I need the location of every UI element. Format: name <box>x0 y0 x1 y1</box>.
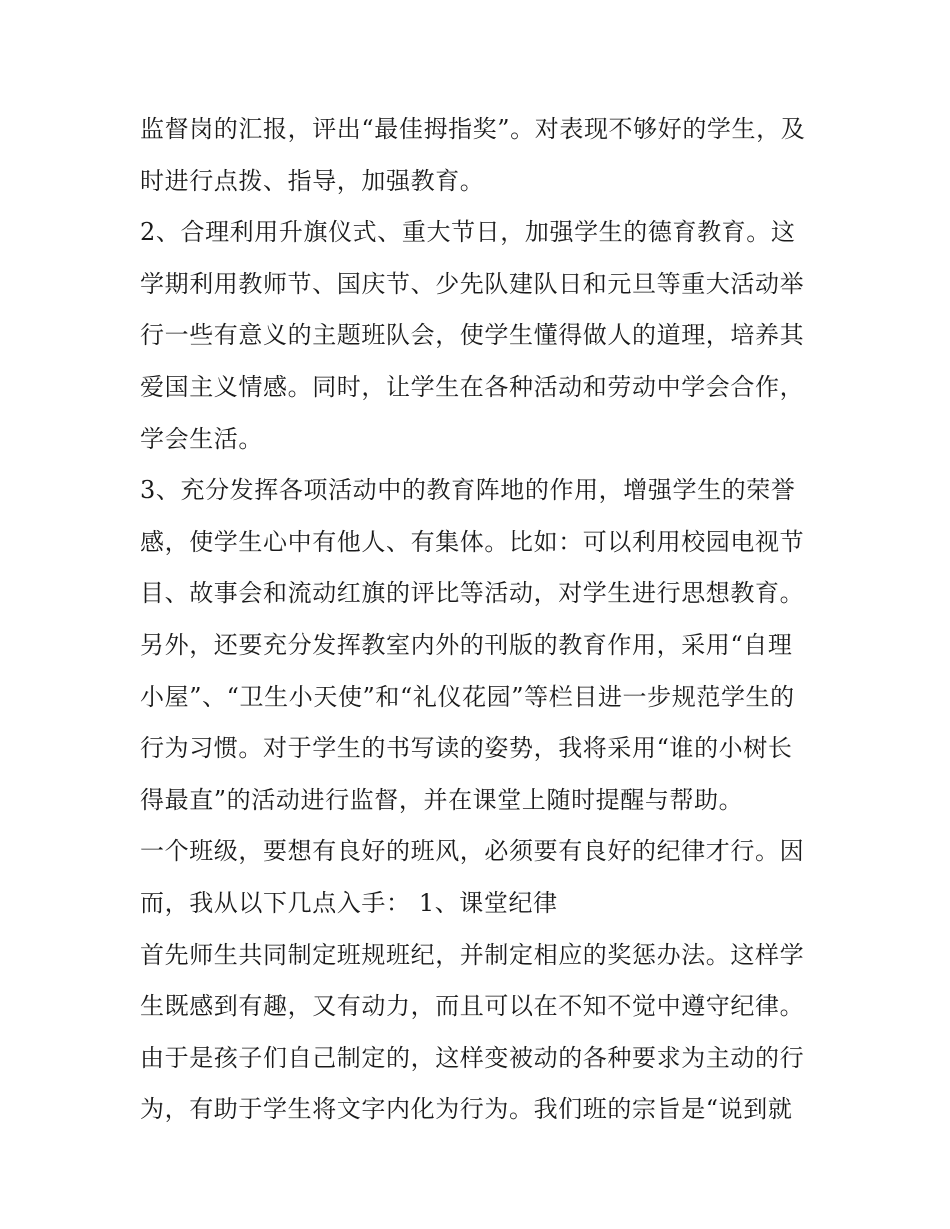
text-line: 首先师生共同制定班规班纪，并制定相应的奖惩办法。这样学 <box>140 940 805 969</box>
text-line: 行为习惯。对于学生的书写读的姿势，我将采用“谁的小树长 <box>140 734 793 763</box>
text-line: 由于是孩子们自己制定的，这样变被动的各种要求为主动的行 <box>140 1043 805 1072</box>
text-line: 时进行点拨、指导，加强教育。 <box>140 166 485 195</box>
text-line: 一个班级，要想有良好的班风，必须要有良好的纪律才行。因 <box>140 837 805 866</box>
text-line: 学会生活。 <box>140 424 263 453</box>
text-line: 目、故事会和流动红旗的评比等活动，对学生进行思想教育。 <box>140 579 805 608</box>
text-line: 感，使学生心中有他人、有集体。比如：可以利用校园电视节 <box>140 527 805 556</box>
text-line: 3、充分发挥各项活动中的教育阵地的作用，增强学生的荣誉 <box>140 476 796 505</box>
text-line: 爱国主义情感。同时，让学生在各种活动和劳动中学会合作， <box>140 372 805 401</box>
text-line: 而，我从以下几点入手： 1、课堂纪律 <box>140 888 558 917</box>
text-line: 小屋”、“卫生小天使”和“礼仪花园”等栏目进一步规范学生的 <box>140 682 795 711</box>
text-line: 监督岗的汇报，评出“最佳拇指奖”。对表现不够好的学生，及 <box>140 115 806 143</box>
text-line: 另外，还要充分发挥教室内外的刊版的教育作用，采用“自理 <box>140 630 793 659</box>
text-line: 生既感到有趣，又有动力，而且可以在不知不觉中遵守纪律。 <box>140 992 805 1021</box>
text-line: 行一些有意义的主题班队会，使学生懂得做人的道理，培养其 <box>140 321 805 350</box>
text-line: 2、合理利用升旗仪式、重大节日，加强学生的德育教育。这 <box>140 218 796 247</box>
text-line: 学期利用教师节、国庆节、少先队建队日和元旦等重大活动举 <box>140 269 805 298</box>
document-body <box>140 104 820 1136</box>
text-line: 为，有助于学生将文字内化为行为。我们班的宗旨是“说到就 <box>140 1095 793 1124</box>
text-line: 得最直”的活动进行监督，并在课堂上随时提醒与帮助。 <box>140 785 744 814</box>
